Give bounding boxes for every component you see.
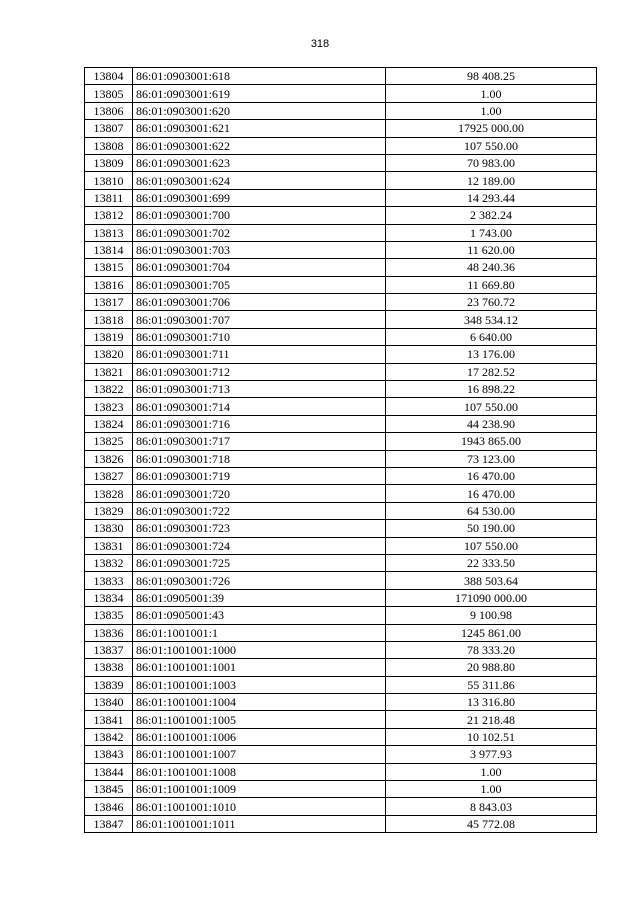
cadastral-value-cell: 16 898.22 xyxy=(386,381,597,398)
cadastral-value-cell: 16 470.00 xyxy=(386,485,597,502)
row-number-cell: 13835 xyxy=(85,607,133,624)
row-number-cell: 13838 xyxy=(85,659,133,676)
cadastral-number-cell: 86:01:0903001:712 xyxy=(133,363,386,380)
table-row xyxy=(85,781,597,798)
cadastral-value-cell: 13 176.00 xyxy=(386,346,597,363)
cadastral-value-cell: 64 530.00 xyxy=(386,502,597,519)
cadastral-value-cell: 45 772.08 xyxy=(386,815,597,832)
cadastral-value-cell: 23 760.72 xyxy=(386,294,597,311)
cadastral-value-cell: 11 620.00 xyxy=(386,241,597,258)
cadastral-number-cell: 86:01:1001001:1008 xyxy=(133,763,386,780)
table-row xyxy=(85,346,597,363)
cadastral-value-cell: 14 293.44 xyxy=(386,189,597,206)
cadastral-value-cell: 1.00 xyxy=(386,763,597,780)
row-number-cell: 13812 xyxy=(85,207,133,224)
cadastral-number-cell: 86:01:1001001:1007 xyxy=(133,746,386,763)
cadastral-number-cell: 86:01:0903001:706 xyxy=(133,294,386,311)
table-row xyxy=(85,120,597,137)
page-number: 318 xyxy=(310,38,330,50)
table-body xyxy=(85,68,597,833)
table-row xyxy=(85,363,597,380)
cadastral-number-cell: 86:01:0903001:699 xyxy=(133,189,386,206)
row-number-cell: 13827 xyxy=(85,467,133,484)
table-row xyxy=(85,607,597,624)
cadastral-number-cell: 86:01:1001001:1010 xyxy=(133,798,386,815)
table-row xyxy=(85,398,597,415)
table-row xyxy=(85,241,597,258)
cadastral-number-cell: 86:01:1001001:1000 xyxy=(133,641,386,658)
row-number-cell: 13836 xyxy=(85,624,133,641)
cadastral-number-cell: 86:01:1001001:1006 xyxy=(133,728,386,745)
table-row xyxy=(85,746,597,763)
row-number-cell: 13843 xyxy=(85,746,133,763)
cadastral-value-cell: 22 333.50 xyxy=(386,554,597,571)
cadastral-value-cell: 55 311.86 xyxy=(386,676,597,693)
table-row xyxy=(85,485,597,502)
cadastral-number-cell: 86:01:0903001:700 xyxy=(133,207,386,224)
table-row xyxy=(85,224,597,241)
cadastral-number-cell: 86:01:0903001:624 xyxy=(133,172,386,189)
row-number-cell: 13831 xyxy=(85,537,133,554)
table-row xyxy=(85,589,597,606)
cadastral-number-cell: 86:01:0903001:711 xyxy=(133,346,386,363)
cadastral-value-cell: 20 988.80 xyxy=(386,659,597,676)
table-row xyxy=(85,189,597,206)
table-row xyxy=(85,294,597,311)
table-row xyxy=(85,172,597,189)
cadastral-number-cell: 86:01:1001001:1 xyxy=(133,624,386,641)
row-number-cell: 13829 xyxy=(85,502,133,519)
cadastral-number-cell: 86:01:0903001:716 xyxy=(133,415,386,432)
cadastral-number-cell: 86:01:1001001:1009 xyxy=(133,781,386,798)
cadastral-value-cell: 388 503.64 xyxy=(386,572,597,589)
cadastral-value-cell: 10 102.51 xyxy=(386,728,597,745)
cadastral-number-cell: 86:01:1001001:1005 xyxy=(133,711,386,728)
cadastral-value-cell: 1.00 xyxy=(386,781,597,798)
cadastral-number-cell: 86:01:1001001:1004 xyxy=(133,694,386,711)
cadastral-number-cell: 86:01:0903001:702 xyxy=(133,224,386,241)
table-row xyxy=(85,433,597,450)
cadastral-number-cell: 86:01:0903001:620 xyxy=(133,102,386,119)
cadastral-value-cell: 17925 000.00 xyxy=(386,120,597,137)
cadastral-value-cell: 1245 861.00 xyxy=(386,624,597,641)
row-number-cell: 13845 xyxy=(85,781,133,798)
cadastral-value-cell: 2 382.24 xyxy=(386,207,597,224)
cadastral-number-cell: 86:01:0903001:724 xyxy=(133,537,386,554)
cadastral-value-cell: 107 550.00 xyxy=(386,137,597,154)
cadastral-value-cell: 171090 000.00 xyxy=(386,589,597,606)
row-number-cell: 13813 xyxy=(85,224,133,241)
cadastral-value-cell: 348 534.12 xyxy=(386,311,597,328)
row-number-cell: 13830 xyxy=(85,520,133,537)
row-number-cell: 13841 xyxy=(85,711,133,728)
row-number-cell: 13821 xyxy=(85,363,133,380)
row-number-cell: 13828 xyxy=(85,485,133,502)
cadastral-value-cell: 12 189.00 xyxy=(386,172,597,189)
table-row xyxy=(85,554,597,571)
row-number-cell: 13811 xyxy=(85,189,133,206)
cadastral-value-cell: 11 669.80 xyxy=(386,276,597,293)
row-number-cell: 13842 xyxy=(85,728,133,745)
cadastral-number-cell: 86:01:0903001:720 xyxy=(133,485,386,502)
cadastral-number-cell: 86:01:0903001:705 xyxy=(133,276,386,293)
cadastral-value-table xyxy=(84,67,597,833)
cadastral-number-cell: 86:01:0903001:621 xyxy=(133,120,386,137)
cadastral-value-cell: 98 408.25 xyxy=(386,68,597,85)
row-number-cell: 13834 xyxy=(85,589,133,606)
row-number-cell: 13832 xyxy=(85,554,133,571)
table-row xyxy=(85,815,597,832)
cadastral-number-cell: 86:01:0903001:619 xyxy=(133,85,386,102)
table-row xyxy=(85,659,597,676)
cadastral-value-cell: 107 550.00 xyxy=(386,398,597,415)
table-row xyxy=(85,502,597,519)
cadastral-value-cell: 16 470.00 xyxy=(386,467,597,484)
table-row xyxy=(85,676,597,693)
cadastral-value-cell: 1 743.00 xyxy=(386,224,597,241)
table-row xyxy=(85,467,597,484)
cadastral-number-cell: 86:01:0903001:726 xyxy=(133,572,386,589)
cadastral-number-cell: 86:01:0903001:710 xyxy=(133,328,386,345)
row-number-cell: 13846 xyxy=(85,798,133,815)
row-number-cell: 13810 xyxy=(85,172,133,189)
row-number-cell: 13815 xyxy=(85,259,133,276)
table-row xyxy=(85,641,597,658)
cadastral-value-cell: 73 123.00 xyxy=(386,450,597,467)
row-number-cell: 13822 xyxy=(85,381,133,398)
row-number-cell: 13826 xyxy=(85,450,133,467)
cadastral-number-cell: 86:01:0903001:723 xyxy=(133,520,386,537)
cadastral-value-cell: 107 550.00 xyxy=(386,537,597,554)
row-number-cell: 13820 xyxy=(85,346,133,363)
row-number-cell: 13806 xyxy=(85,102,133,119)
table-row xyxy=(85,207,597,224)
cadastral-number-cell: 86:01:1001001:1003 xyxy=(133,676,386,693)
cadastral-number-cell: 86:01:0903001:703 xyxy=(133,241,386,258)
row-number-cell: 13807 xyxy=(85,120,133,137)
row-number-cell: 13839 xyxy=(85,676,133,693)
table-row xyxy=(85,798,597,815)
row-number-cell: 13818 xyxy=(85,311,133,328)
table-row xyxy=(85,537,597,554)
row-number-cell: 13816 xyxy=(85,276,133,293)
cadastral-number-cell: 86:01:0903001:623 xyxy=(133,154,386,171)
cadastral-number-cell: 86:01:0903001:618 xyxy=(133,68,386,85)
cadastral-number-cell: 86:01:0903001:725 xyxy=(133,554,386,571)
table-row xyxy=(85,520,597,537)
table-row xyxy=(85,763,597,780)
table-row xyxy=(85,381,597,398)
cadastral-number-cell: 86:01:0903001:722 xyxy=(133,502,386,519)
table-row xyxy=(85,137,597,154)
cadastral-value-cell: 78 333.20 xyxy=(386,641,597,658)
cadastral-number-cell: 86:01:0903001:622 xyxy=(133,137,386,154)
table-row xyxy=(85,85,597,102)
row-number-cell: 13833 xyxy=(85,572,133,589)
cadastral-value-cell: 1943 865.00 xyxy=(386,433,597,450)
cadastral-value-cell: 6 640.00 xyxy=(386,328,597,345)
cadastral-value-cell: 17 282.52 xyxy=(386,363,597,380)
cadastral-number-cell: 86:01:0903001:714 xyxy=(133,398,386,415)
row-number-cell: 13804 xyxy=(85,68,133,85)
table-row xyxy=(85,450,597,467)
cadastral-number-cell: 86:01:0903001:713 xyxy=(133,381,386,398)
table-row xyxy=(85,259,597,276)
row-number-cell: 13805 xyxy=(85,85,133,102)
row-number-cell: 13825 xyxy=(85,433,133,450)
table-row xyxy=(85,154,597,171)
table-row xyxy=(85,694,597,711)
cadastral-value-cell: 3 977.93 xyxy=(386,746,597,763)
cadastral-number-cell: 86:01:0903001:718 xyxy=(133,450,386,467)
cadastral-value-cell: 48 240.36 xyxy=(386,259,597,276)
cadastral-number-cell: 86:01:0905001:39 xyxy=(133,589,386,606)
cadastral-number-cell: 86:01:0903001:719 xyxy=(133,467,386,484)
row-number-cell: 13837 xyxy=(85,641,133,658)
cadastral-value-cell: 1.00 xyxy=(386,85,597,102)
cadastral-value-cell: 21 218.48 xyxy=(386,711,597,728)
cadastral-value-cell: 70 983.00 xyxy=(386,154,597,171)
cadastral-number-cell: 86:01:1001001:1011 xyxy=(133,815,386,832)
table-row xyxy=(85,328,597,345)
cadastral-value-cell: 13 316.80 xyxy=(386,694,597,711)
row-number-cell: 13844 xyxy=(85,763,133,780)
table-row xyxy=(85,711,597,728)
cadastral-value-cell: 8 843.03 xyxy=(386,798,597,815)
table-row xyxy=(85,572,597,589)
row-number-cell: 13808 xyxy=(85,137,133,154)
cadastral-number-cell: 86:01:0903001:704 xyxy=(133,259,386,276)
cadastral-number-cell: 86:01:0905001:43 xyxy=(133,607,386,624)
table-row xyxy=(85,728,597,745)
row-number-cell: 13814 xyxy=(85,241,133,258)
row-number-cell: 13819 xyxy=(85,328,133,345)
cadastral-value-cell: 50 190.00 xyxy=(386,520,597,537)
table-row xyxy=(85,311,597,328)
cadastral-number-cell: 86:01:1001001:1001 xyxy=(133,659,386,676)
row-number-cell: 13840 xyxy=(85,694,133,711)
cadastral-value-cell: 1.00 xyxy=(386,102,597,119)
cadastral-number-cell: 86:01:0903001:707 xyxy=(133,311,386,328)
table-row xyxy=(85,276,597,293)
table-row xyxy=(85,68,597,85)
row-number-cell: 13847 xyxy=(85,815,133,832)
row-number-cell: 13817 xyxy=(85,294,133,311)
table-row xyxy=(85,415,597,432)
cadastral-value-cell: 9 100.98 xyxy=(386,607,597,624)
row-number-cell: 13809 xyxy=(85,154,133,171)
cadastral-value-cell: 44 238.90 xyxy=(386,415,597,432)
row-number-cell: 13824 xyxy=(85,415,133,432)
table-row xyxy=(85,102,597,119)
row-number-cell: 13823 xyxy=(85,398,133,415)
table-row xyxy=(85,624,597,641)
cadastral-number-cell: 86:01:0903001:717 xyxy=(133,433,386,450)
